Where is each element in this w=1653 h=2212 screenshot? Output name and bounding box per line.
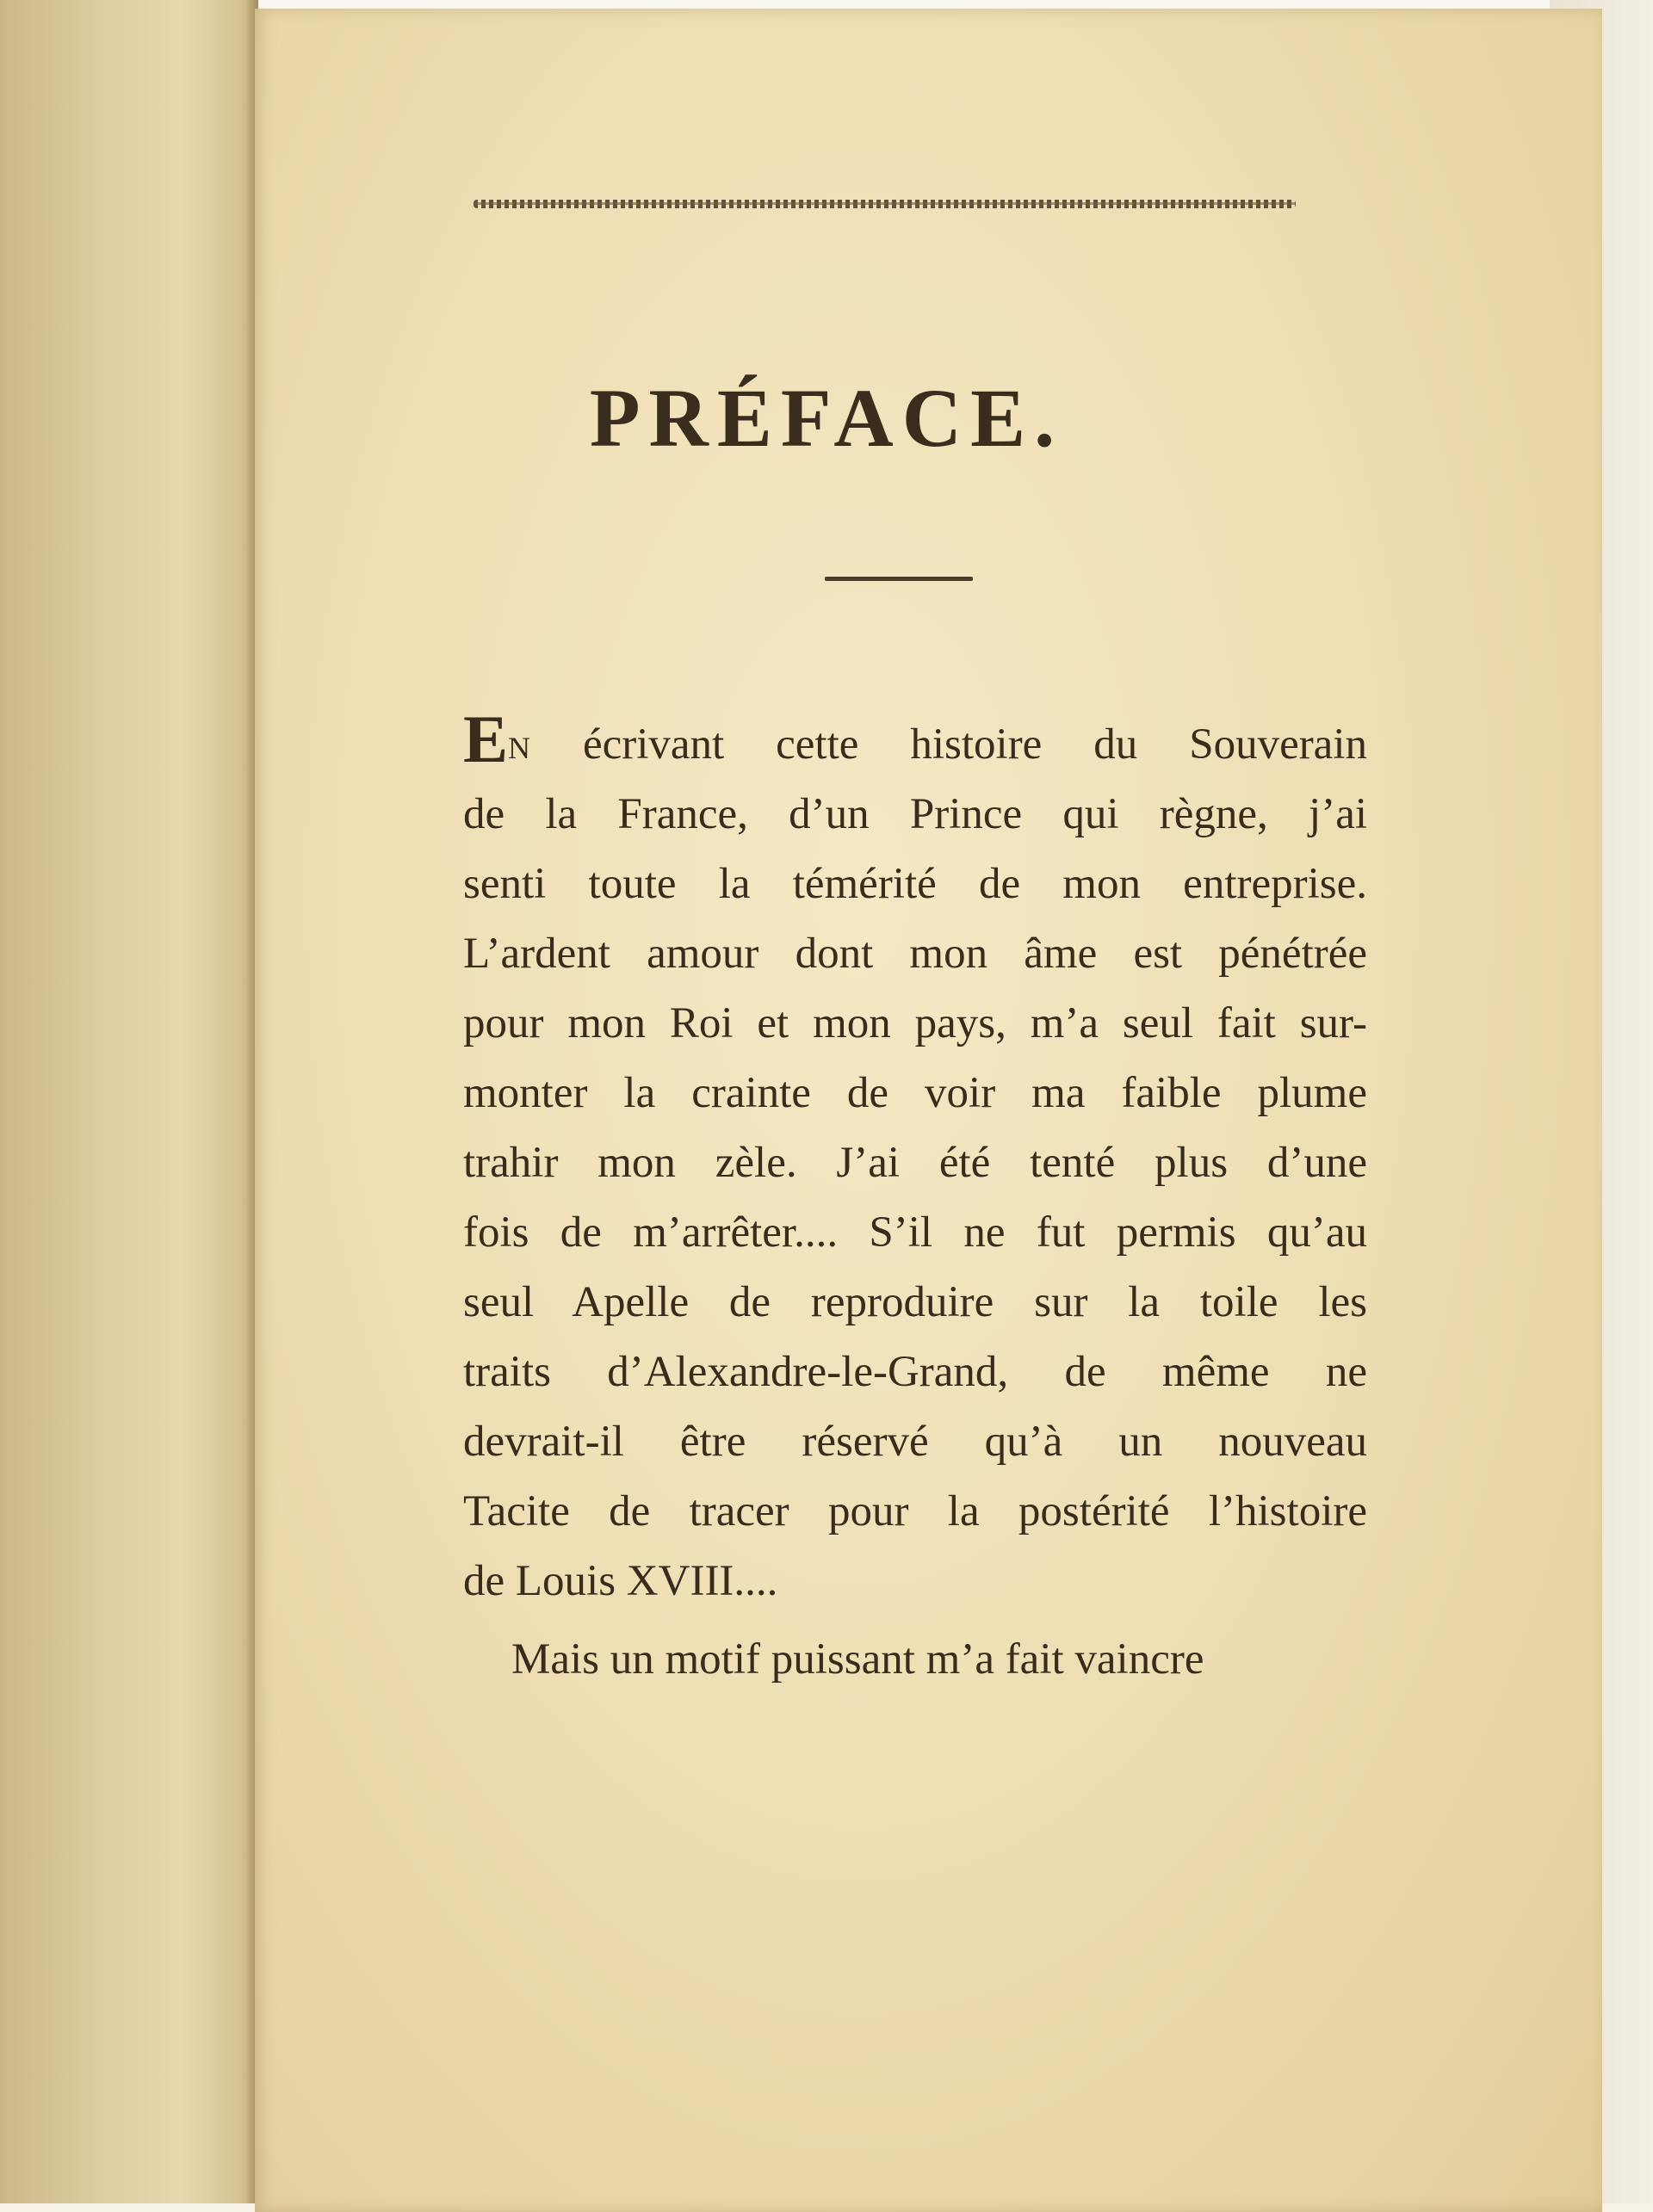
- paragraph-1-line: devrait-il être réservé qu’à un nouveau: [463, 1418, 1367, 1466]
- paragraph-1-line: fois de m’arrêter.... S’il ne fut permis qu’au: [463, 1208, 1367, 1257]
- paragraph-1-line: pour mon Roi et mon pays, m’a seul fait sur-: [463, 999, 1367, 1047]
- first-word-rest: n: [508, 720, 532, 769]
- paragraph-1-line: L’ardent amour dont mon âme est pénétrée: [463, 930, 1367, 978]
- facing-page: [0, 0, 258, 2203]
- line-1-rest: écrivant cette histoire du Souverain: [531, 720, 1367, 769]
- paragraph-1-line: seul Apelle de reproduire sur la toile les: [463, 1278, 1367, 1326]
- paragraph-2-line-1: Mais un motif puissant m’a fait vaincre: [511, 1635, 1204, 1684]
- paragraph-1-line: de la France, d’un Prince qui règne, j’ai: [463, 790, 1367, 838]
- title-divider: [825, 577, 973, 581]
- page-title: PRÉFACE.: [589, 372, 1064, 464]
- paragraph-1-line: traits d’Alexandre-le-Grand, de même ne: [463, 1348, 1367, 1396]
- paragraph-1-line-1: [463, 701, 1367, 780]
- ornamental-rule: [474, 200, 1296, 208]
- paragraph-1-last-line: de Louis XVIII....: [463, 1557, 778, 1605]
- paragraph-1-line: senti toute la témérité de mon entreprise.: [463, 860, 1367, 908]
- preface-text: [463, 701, 1367, 1695]
- drop-cap: E: [463, 701, 509, 776]
- paragraph-1-line: Tacite de tracer pour la postérité l’histoire: [463, 1487, 1367, 1535]
- paragraph-1-line: trahir mon zèle. J’ai été tenté plus d’une: [463, 1139, 1367, 1187]
- paragraph-1-line: monter la crainte de voir ma faible plume: [463, 1069, 1367, 1117]
